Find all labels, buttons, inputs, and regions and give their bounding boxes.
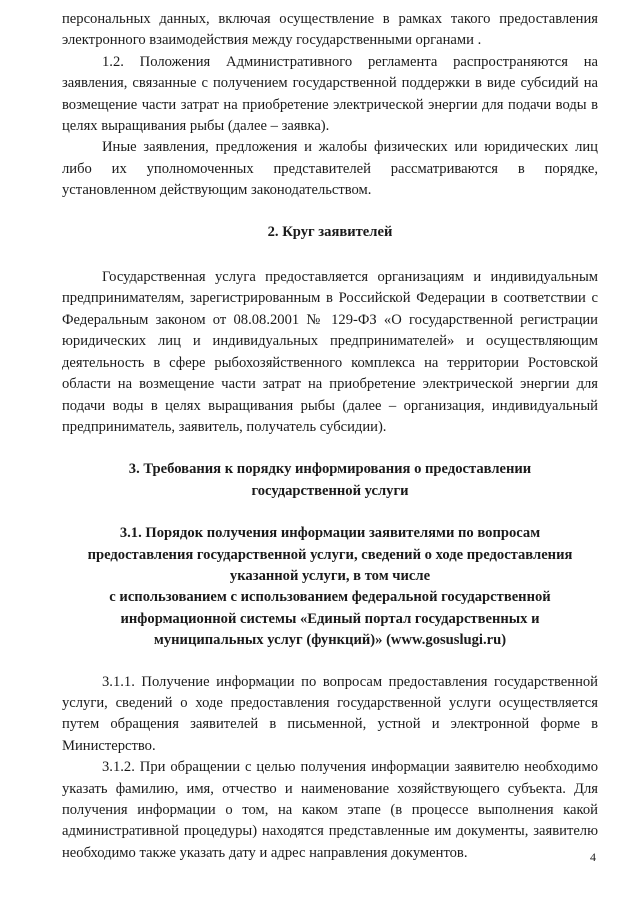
page-number: 4 bbox=[590, 850, 596, 864]
section-3-heading-line-2: государственной услуги bbox=[251, 482, 409, 499]
section-3-1-heading-line: 3.1. Порядок получения информации заявителями по вопросам bbox=[119, 525, 541, 542]
paragraph-other-applications: Иные заявления, предложения и жалобы физических или юридических лиц либо их уполномоченных представителей рассматриваются в порядке, установленном действующим законодательством. bbox=[62, 139, 598, 199]
section-3-heading bbox=[62, 459, 598, 502]
section-3-1-heading-line: предоставления государственной услуги, сведений о ходе предоставления bbox=[87, 546, 573, 563]
document-page bbox=[62, 9, 598, 864]
section-3-1-heading-line: указанной услуги, в том числе bbox=[229, 567, 431, 584]
section-3-1-heading-line: с использованием с использованием федеральной государственной bbox=[109, 589, 551, 606]
paragraph-1-2: 1.2. Положения Административного регламента распространяются на заявления, связанные с получением государственной поддержки в виде субсидий на возмещение части затрат на приобретение электрической энергии для подачи воды в целях выращивания рыбы (далее – заявка). bbox=[62, 53, 598, 135]
section-3-1-heading-line: муниципальных услуг (функций)» (www.gosuslugi.ru) bbox=[153, 632, 507, 649]
section-3-1-heading bbox=[62, 523, 598, 651]
paragraph-3-1-1: 3.1.1. Получение информации по вопросам предоставления государственной услуги, сведений о ходе предоставления государственной услуги осуществляется путем обращения заявителей в письменной, устной и электронной форме в Министерство. bbox=[62, 673, 598, 754]
section-3-1-heading-line: информационной системы «Единый портал государственных и bbox=[120, 610, 540, 627]
paragraph-applicants: Государственная услуга предоставляется организациям и индивидуальным предпринимателям, зарегистрированным в Российской Федерации в соответствии с Федеральным законом от 08.08.2001 № 129-ФЗ «О государственной регистрации юридических лиц и индивидуальных предпринимателей» и осуществляющим деятельность в сфере рыбохозяйственного комплекса на территории Ростовской области на возмещение части затрат на приобретение электрической энергии для подачи воды в целях выращивания рыбы (далее – организация, индивидуальный предприниматель, заявитель, получатель субсидии). bbox=[62, 269, 598, 435]
section-3-heading-line-1: 3. Требования к порядку информирования о предоставлении bbox=[128, 461, 532, 478]
paragraph-personal-data: персональных данных, включая осуществление в рамках такого предоставления электронного взаимодействия между государственными органами . bbox=[62, 11, 598, 49]
section-2-heading: 2. Круг заявителей bbox=[267, 223, 393, 240]
paragraph-3-1-2: 3.1.2. При обращении с целью получения информации заявителю необходимо указать фамилию, имя, отчество и наименование хозяйствующего субъекта. Для получения информации о том, на каком этапе (в процессе выполнения какой административной процедуры) находятся представленные им документы, заявителю необходимо также указать дату и адрес направления документов. bbox=[62, 759, 598, 861]
